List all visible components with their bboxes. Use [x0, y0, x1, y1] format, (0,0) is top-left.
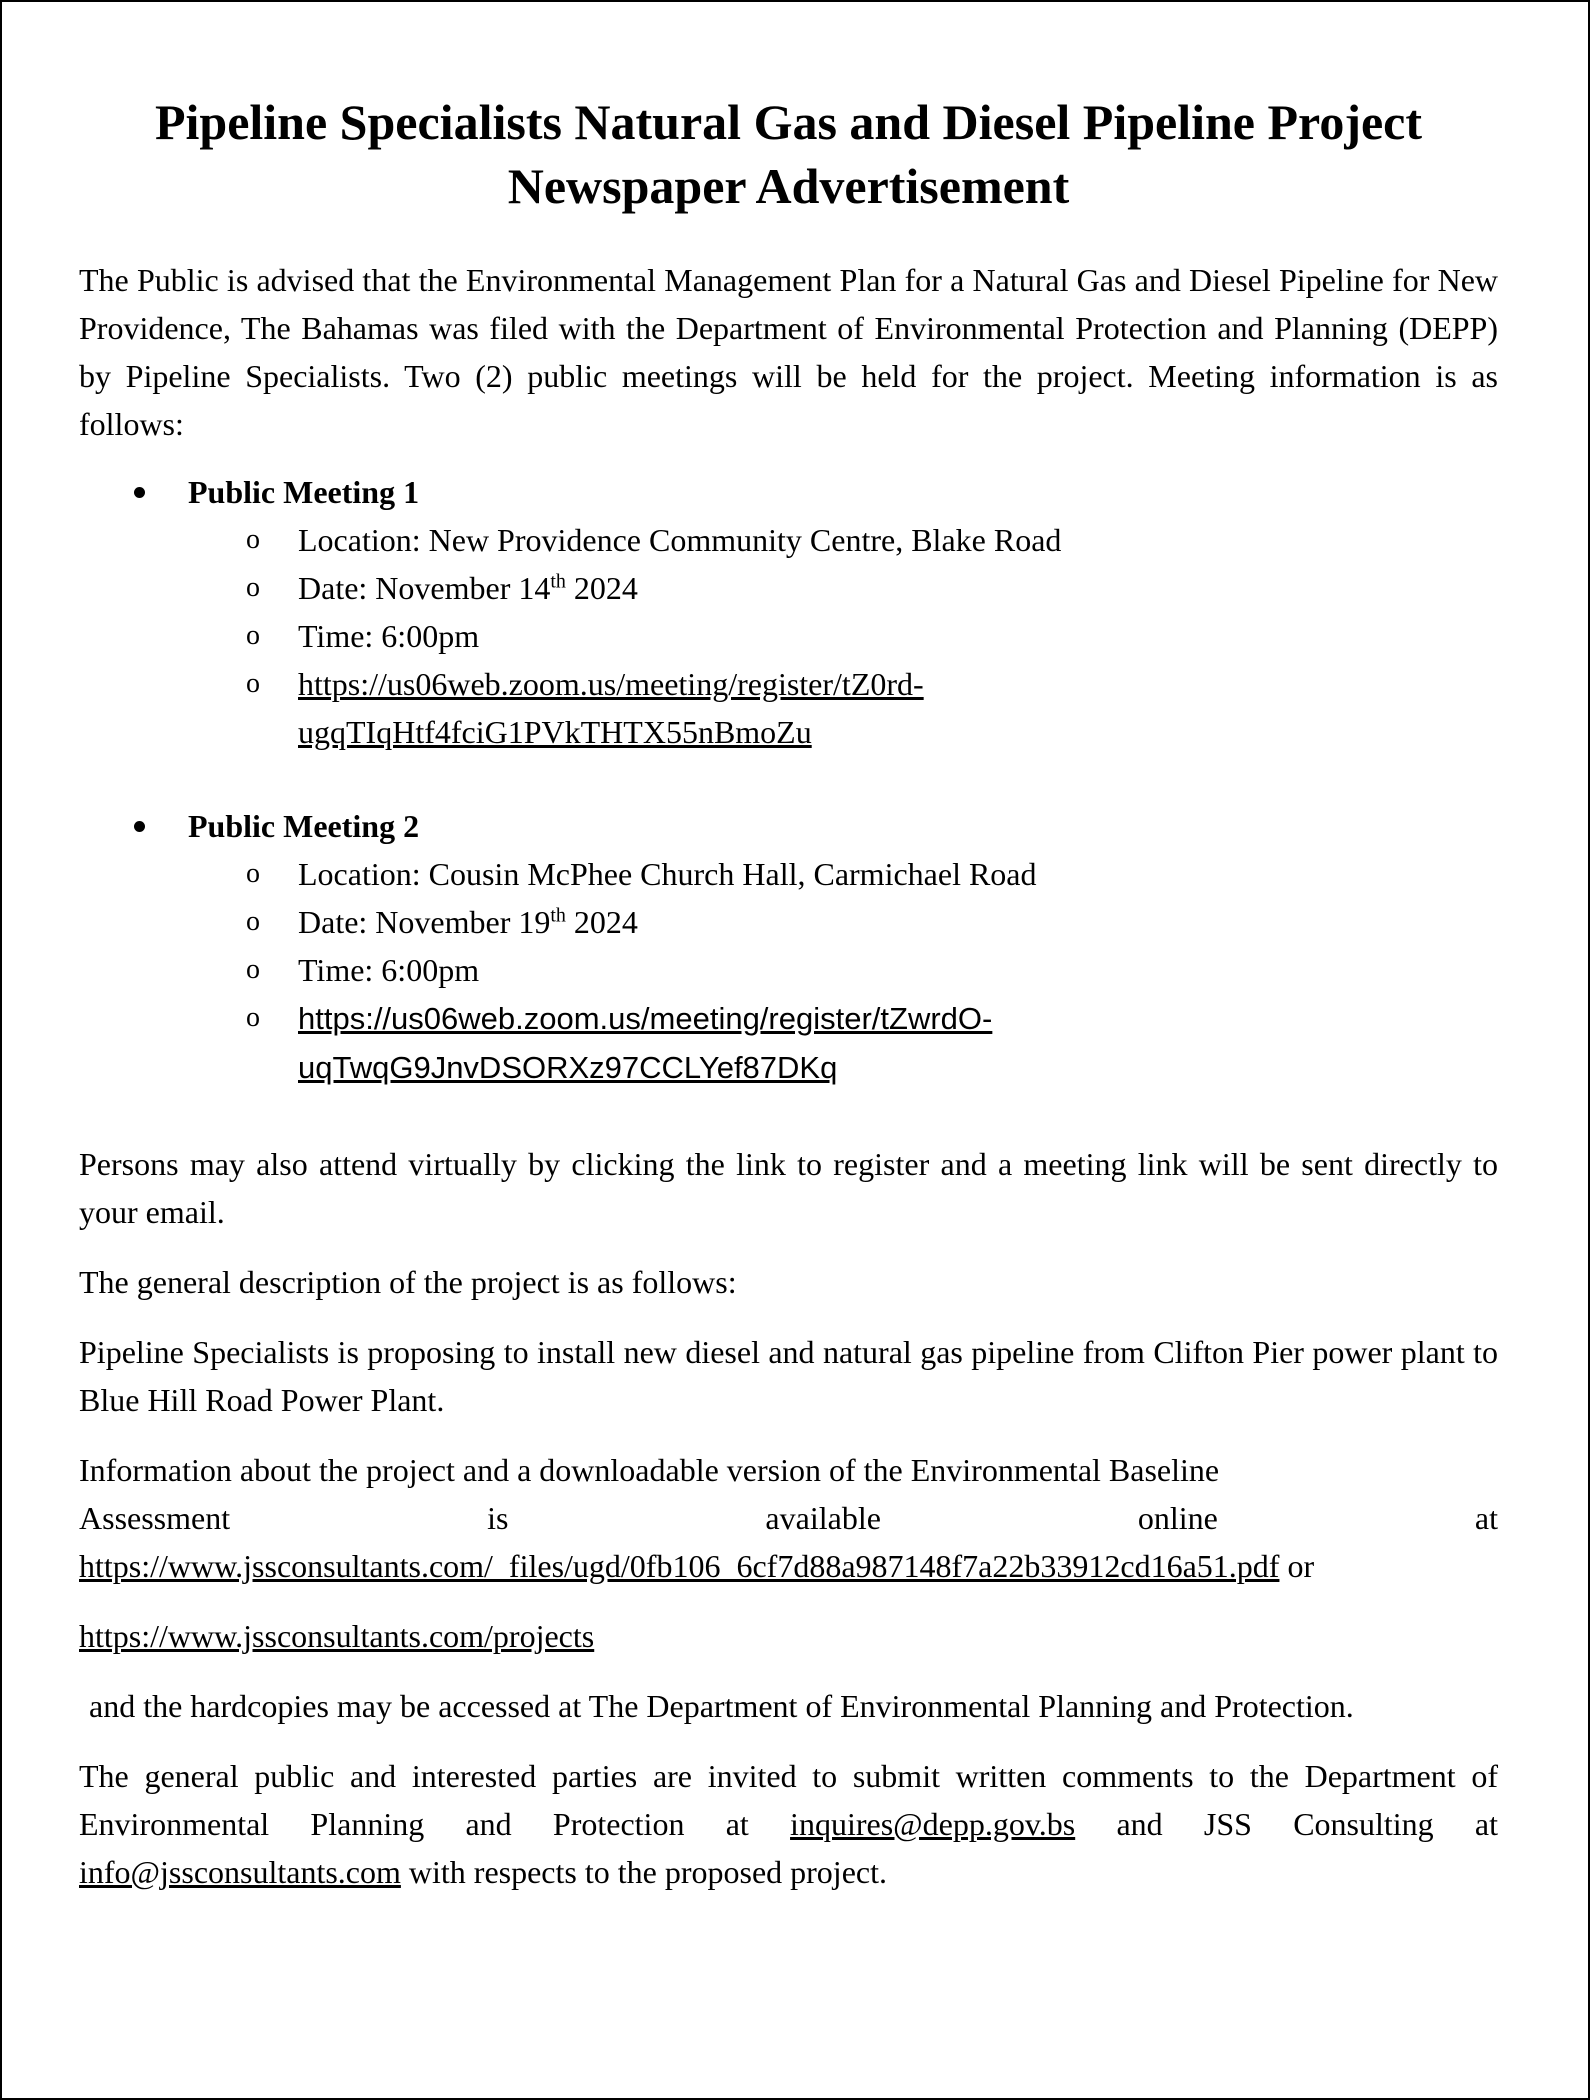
- meeting-2-location: o Location: Cousin McPhee Church Hall, Carmichael Road: [79, 850, 1498, 898]
- comments-paragraph: The general public and interested parties are invited to submit written comments to the Department of Environmental Planning and Protection at inquires@depp.gov.bs and JSS Consulting at info@jssconsultants.com with respects to the proposed project.: [79, 1758, 1499, 1890]
- projects-link[interactable]: https://www.jssconsultants.com/projects: [79, 1618, 595, 1654]
- meeting-1-link-line-1[interactable]: https://us06web.zoom.us/meeting/register/tZ0rd-: [298, 666, 924, 702]
- hardcopies-paragraph: and the hardcopies may be accessed at The Department of Environmental Planning and Protection.: [89, 1688, 1354, 1724]
- meeting-2: [79, 802, 1498, 1092]
- page-title: [79, 90, 1498, 218]
- meeting-2-heading: Public Meeting 2: [79, 802, 1498, 850]
- meeting-1-date: o Date: November 14th 2024: [79, 564, 1498, 612]
- general-description-intro: The general description of the project is as follows:: [79, 1264, 737, 1300]
- meeting-1-register-link[interactable]: [79, 660, 1498, 756]
- baseline-assessment-pdf-link[interactable]: https://www.jssconsultants.com/_files/ugd/0fb106_6cf7d88a987148f7a22b33912cd16a51.pdf: [79, 1548, 1280, 1584]
- circle-bullet-icon: o: [246, 572, 260, 603]
- meeting-1-time: o Time: 6:00pm: [79, 612, 1498, 660]
- circle-bullet-icon: o: [246, 1002, 260, 1033]
- info-line-2: Assessment is available online at: [79, 1500, 1498, 1536]
- meeting-1-link-line-2[interactable]: ugqTIqHtf4fciG1PVkTHTX55nBmoZu: [298, 714, 812, 750]
- bullet-dot-icon: [134, 487, 145, 498]
- bullet-dot-icon: [134, 821, 145, 832]
- meeting-1-heading: Public Meeting 1: [79, 468, 1498, 516]
- title-line-1: Pipeline Specialists Natural Gas and Diesel Pipeline Project: [154, 94, 1423, 150]
- depp-email-link[interactable]: inquires@depp.gov.bs: [790, 1806, 1076, 1842]
- circle-bullet-icon: o: [246, 954, 260, 985]
- meeting-2-time: o Time: 6:00pm: [79, 946, 1498, 994]
- info-line-3: https://www.jssconsultants.com/_files/ugd/0fb106_6cf7d88a987148f7a22b33912cd16a51.pdf or: [79, 1548, 1315, 1584]
- meeting-1: [79, 468, 1498, 756]
- project-description-paragraph: Pipeline Specialists is proposing to install new diesel and natural gas pipeline from Clifton Pier power plant to Blue Hill Road Power Plant.: [79, 1334, 1498, 1418]
- title-line-2: Newspaper Advertisement: [507, 158, 1070, 214]
- info-paragraph: [79, 1446, 1498, 1590]
- info-line-1: Information about the project and a downloadable version of the Environmental Baseline: [79, 1452, 1220, 1488]
- circle-bullet-icon: o: [246, 858, 260, 889]
- meeting-2-register-link[interactable]: [79, 994, 1498, 1092]
- meeting-2-date: o Date: November 19th 2024: [79, 898, 1498, 946]
- virtual-attendance-paragraph: Persons may also attend virtually by clicking the link to register and a meeting link will be sent directly to your email.: [79, 1146, 1498, 1230]
- circle-bullet-icon: o: [246, 906, 260, 937]
- meeting-2-link-line-1[interactable]: https://us06web.zoom.us/meeting/register/tZwrdO-: [298, 1001, 993, 1036]
- meeting-1-location: o Location: New Providence Community Centre, Blake Road: [79, 516, 1498, 564]
- circle-bullet-icon: o: [246, 620, 260, 651]
- jss-email-link[interactable]: info@jssconsultants.com: [79, 1854, 401, 1890]
- intro-paragraph: The Public is advised that the Environmental Management Plan for a Natural Gas and Diesel Pipeline for New Providence, The Bahamas was filed with the Department of Environmental Protection and Planning (DEPP) by Pipeline Specialists. Two (2) public meetings will be held for the project. Meeting information is as follows:: [79, 262, 1498, 442]
- circle-bullet-icon: o: [246, 668, 260, 699]
- projects-link-line: [79, 1612, 1498, 1660]
- meeting-2-link-line-2[interactable]: uqTwqG9JnvDSORXz97CCLYef87DKq: [298, 1050, 838, 1085]
- circle-bullet-icon: o: [246, 524, 260, 555]
